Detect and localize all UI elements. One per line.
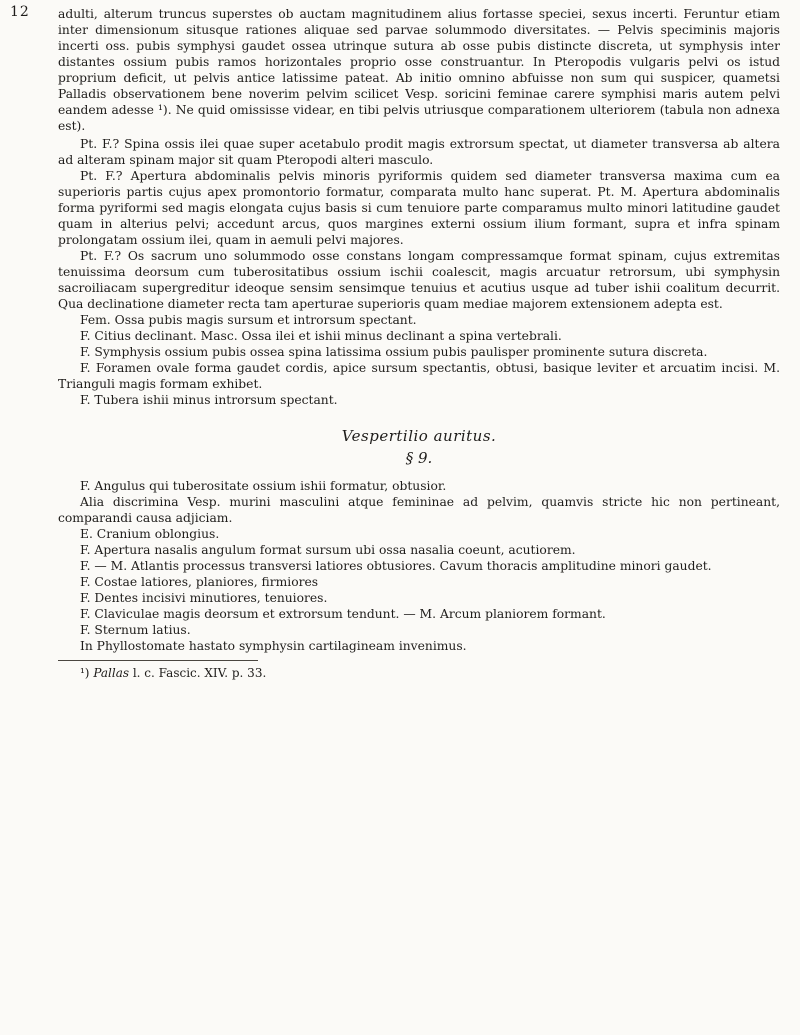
paragraph-apertura-nasalis: F. Apertura nasalis angulum format sursum ubi ossa nasalia coeunt, acutiorem. — [80, 543, 576, 557]
paragraph-dentes: F. Dentes incisivi minutiores, tenuiores. — [80, 591, 328, 605]
paragraph-intro: adulti, alterum truncus superstes ob auctam magnitudinem alius fortasse speciei, sexus incerti. Feruntur etiam inter dimensionum situsque rationes aliquae sed parvae solummodo diversitates. — Pelvis speciminis majoris incerti oss. pubis symphysi gaudet ossea utrinque sutura ab osse pubis distincte discreta, ut symphysis inter distantes ossium pubis ramos horizontales proprio osse construantur. In Pteropodis vulgaris pelvi os istud proprium deficit, ut pelvis antice latissime pateat. Ab initio omnino abfuisse non sum qui suspicer, quametsi Palladis observationem bene noverim pelvim scilicet Vesp. soricini feminae carere symphisi maris autem pelvi eandem adesse ¹). Ne quid omississe videar, en tibi pelvis utriusque comparationem ulteriorem (tabula non adnexa est). — [58, 7, 780, 133]
paragraph-os-sacrum: Pt. F.? Os sacrum uno solummodo osse constans longam compressamque format spinam, cujus extremitas tenuissima deorsum cum tuberositatibus ossium ischii coalescit, magis arcuatur retrorsum, ubi symphysin sacroiliacam supergreditur ideoque sensim sensimque tenuius et acutius usque ad tuber ishii coalitum decurrit. Qua declinatione diameter recta tam aperturae superioris quam mediae majorem extensionem adepta est. — [58, 249, 780, 311]
footnote-divider — [58, 660, 258, 661]
footnote — [58, 665, 780, 681]
paragraph-phyllostomate: In Phyllostomate hastato symphysin cartilagineam invenimus. — [80, 639, 467, 653]
footnote-text: l. c. Fascic. XIV. p. 33. — [132, 666, 267, 680]
paragraph-tubera: F. Tubera ishii minus introrsum spectant. — [80, 393, 338, 407]
paragraph-alia: Alia discrimina Vesp. murini masculini atque femininae ad pelvim, quamvis stricte hic non pertineant, comparandi causa adjiciam. — [58, 495, 780, 525]
paragraph-costae: F. Costae latiores, planiores, firmiores — [80, 575, 319, 589]
paragraph-angulus: F. Angulus qui tuberositate ossium ishii formatur, obtusior. — [80, 479, 447, 493]
section-mark: § 9. — [405, 449, 433, 467]
species-heading: Vespertilio auritus. — [341, 427, 497, 445]
body-text — [58, 6, 780, 681]
footnote-marker: ¹) — [80, 666, 90, 680]
paragraph-symphysis: F. Symphysis ossium pubis ossea spina latissima ossium pubis paulisper prominente sutura discreta. — [80, 345, 708, 359]
paragraph-foramen: F. Foramen ovale forma gaudet cordis, apice sursum spectantis, obtusi, basique leviter et arcuatim incisi. M. Trianguli magis formam exhibet. — [58, 361, 780, 391]
paragraph-spina-ilei: Pt. F.? Spina ossis ilei quae super acetabulo prodit magis extrorsum spectat, ut diameter transversa ab altera ad alteram spinam major sit quam Pteropodi alteri masculo. — [58, 137, 780, 167]
paragraph-cranium: E. Cranium oblongius. — [80, 527, 220, 541]
paragraph-ossa-pubis: Fem. Ossa pubis magis sursum et introrsum spectant. — [80, 313, 417, 327]
footnote-author: Pallas — [93, 666, 130, 680]
paragraph-atlantis: F. — M. Atlantis processus transversi latiores obtusiores. Cavum thoracis amplitudine minori gaudet. — [80, 559, 712, 573]
paragraph-citius: F. Citius declinant. Masc. Ossa ilei et ishii minus declinant a spina vertebrali. — [80, 329, 562, 343]
page-number: 12 — [10, 4, 30, 20]
paragraph-claviculae: F. Claviculae magis deorsum et extrorsum tendunt. — M. Arcum planiorem formant. — [80, 607, 606, 621]
paragraph-apertura: Pt. F.? Apertura abdominalis pelvis minoris pyriformis quidem sed diameter transversa maxima cum ea superioris partis cujus apex promontorio formatur, comparata multo hanc superat. Pt. M. Apertura abdominalis forma pyriformi sed magis elongata cujus basis si cum tenuiore parte comparamus multo minori latitudine gaudet quam in alterius pelvi; accedunt arcus, quos margines externi ossium ilium formant, supra et infra spinam prolongatam ossium ilei, quam in aemuli pelvi majores. — [58, 169, 780, 247]
paragraph-sternum: F. Sternum latius. — [80, 623, 191, 637]
